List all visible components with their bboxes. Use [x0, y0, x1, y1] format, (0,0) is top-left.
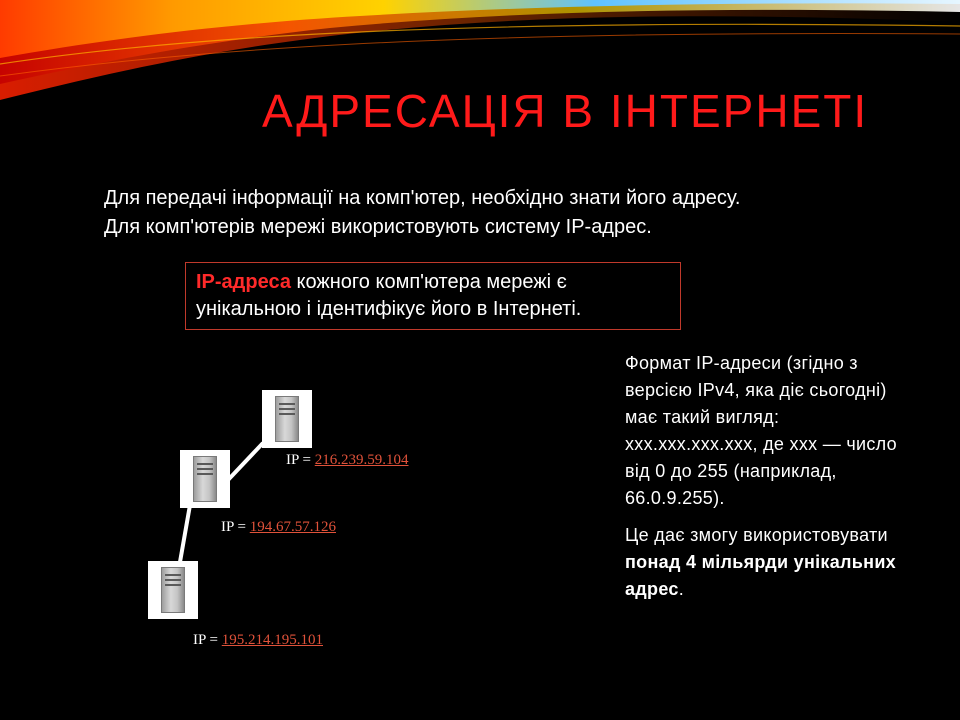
server-icon — [262, 390, 312, 448]
intro-line-1: Для передачі інформації на комп'ютер, необхідно знати його адресу. — [104, 187, 741, 209]
ip-link[interactable]: 216.239.59.104 — [314, 452, 409, 468]
slide-title: АДРЕСАЦІЯ В ІНТЕРНЕТІ — [262, 85, 869, 137]
ip-link[interactable]: 194.67.57.126 — [249, 519, 336, 535]
server-icon — [180, 450, 230, 508]
ip-prefix: IP = — [221, 519, 250, 535]
capacity-after: . — [678, 579, 685, 599]
server-icon — [148, 561, 198, 619]
link-line — [228, 443, 263, 480]
definition-text: кожного комп'ютера мережі є унікальною і ідентифікує його в Інтернеті. — [196, 271, 582, 320]
ip-label — [286, 452, 409, 469]
ip-prefix: IP = — [286, 452, 315, 468]
ip-prefix: IP = — [193, 632, 222, 648]
capacity-before: Це дає змогу використовувати — [625, 525, 888, 545]
capacity-bold: понад 4 мільярди унікальних адрес — [625, 552, 896, 599]
definition-term: IP-адреса — [196, 271, 291, 293]
format-text: Формат IP-адреси (згідно з версією IPv4, яка діє сьогодні) має такий вигляд: xxx.xxx.xxx.xxx, де xxx — число від 0 до 255 (наприклад, 66.0.9.255). — [625, 353, 897, 508]
ip-label — [221, 519, 336, 536]
intro-line-2: Для комп'ютерів мережі використовують систему IP-адрес. — [104, 216, 652, 238]
link-line — [180, 505, 190, 562]
ip-link[interactable]: 195.214.195.101 — [221, 632, 323, 648]
ip-label — [193, 632, 323, 649]
